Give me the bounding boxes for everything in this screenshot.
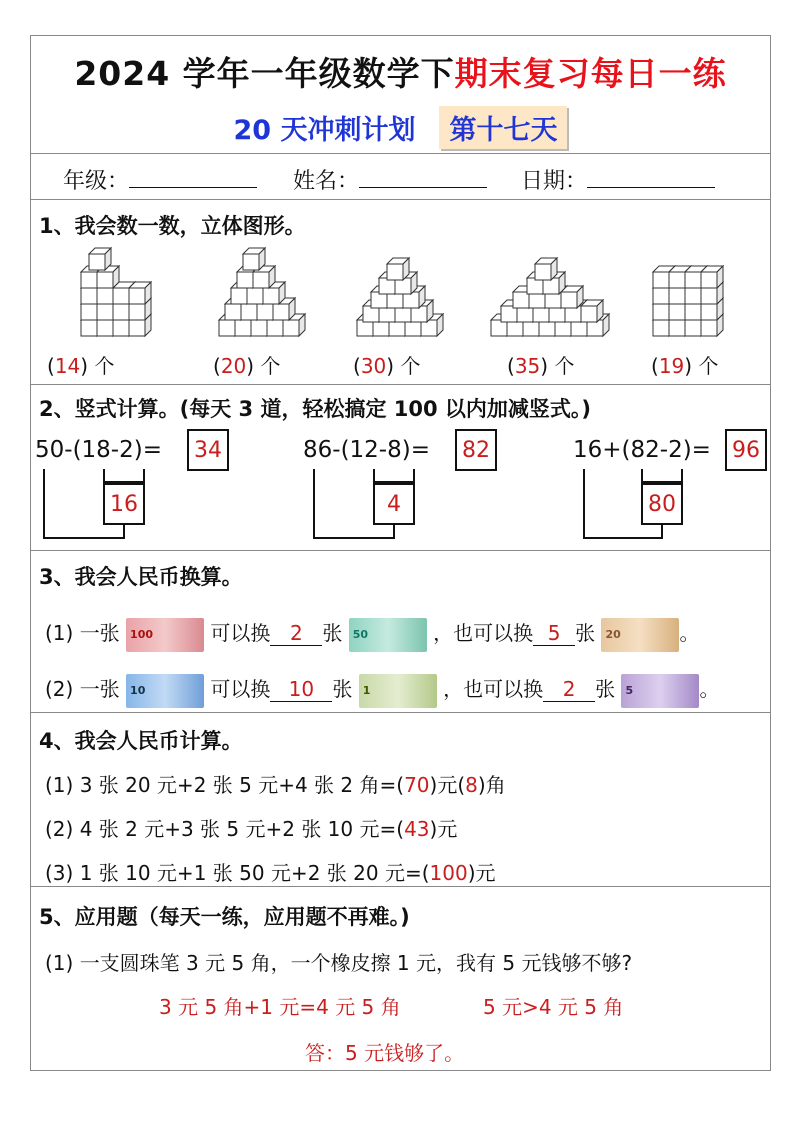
exchange-text: ，也可以换	[433, 621, 534, 645]
day-badge: 第十七天	[439, 106, 567, 149]
cube-figure-1	[81, 248, 151, 336]
section-1	[31, 200, 770, 385]
unit-label: 张	[575, 621, 596, 645]
unit-label: 个	[698, 354, 719, 378]
unit-label: 个	[260, 354, 281, 378]
expression-1: 50-(18-2)=	[35, 437, 162, 463]
bracket-line	[103, 481, 145, 483]
word-problem: (1) 一支圆珠笔 3 元 5 角，一个橡皮擦 1 元，我有 5 元钱够不够?	[45, 951, 633, 975]
note-value: 5	[625, 683, 634, 697]
answer-yuan[interactable]: 70	[404, 773, 430, 797]
name-label: 姓名：	[293, 169, 360, 194]
money-question-3	[45, 857, 496, 886]
cube-figure-4	[491, 258, 609, 336]
title-main: 2024 学年一年级数学下	[74, 54, 455, 93]
exchange-text: 可以换	[210, 621, 271, 645]
exchange-answer-1[interactable]: 2	[270, 621, 322, 646]
unit-label: 张	[595, 677, 616, 701]
s1-answer-1: (14) 个	[47, 354, 115, 378]
section-5	[31, 887, 770, 1072]
banknote-5-icon	[621, 674, 699, 708]
date-blank[interactable]	[587, 162, 715, 188]
s1-answer-value[interactable]: 30	[360, 354, 387, 378]
exchange-question-2	[45, 673, 719, 708]
result-box-3[interactable]: 96	[725, 429, 767, 471]
exchange-text: 可以换	[210, 677, 271, 701]
bracket-line	[143, 469, 145, 483]
section-5-title: 5、应用题（每天一练，应用题不再难。)	[39, 905, 410, 929]
banknote-100-icon	[126, 618, 204, 652]
cube-figure-3	[357, 258, 443, 336]
bracket-line	[43, 537, 123, 539]
inner-box-1[interactable]: 16	[103, 483, 145, 525]
bracket-line	[313, 469, 315, 539]
plan-label: 20 天冲刺计划	[233, 115, 416, 146]
worksheet	[30, 35, 771, 1071]
result-box-1[interactable]: 34	[187, 429, 229, 471]
exchange-answer-2[interactable]: 2	[543, 677, 595, 702]
title-highlight: 期末复习每日一练	[454, 54, 727, 93]
cube-figure-2	[219, 248, 305, 336]
expression-3: 16+(82-2)=	[573, 437, 711, 463]
s1-answer-3: (30) 个	[353, 354, 421, 378]
question-text: )元(	[429, 773, 466, 797]
final-answer: 答：5 元钱够了。	[305, 1041, 465, 1065]
bracket-line	[393, 525, 395, 539]
inner-box-3[interactable]: 80	[641, 483, 683, 525]
money-question-2	[45, 813, 457, 842]
note-value: 50	[352, 627, 369, 641]
question-text: (1) 3 张 20 元+2 张 5 元+4 张 2 角=(	[45, 773, 405, 797]
section-1-title: 1、我会数一数，立体图形。	[39, 214, 306, 238]
exchange-text: ，也可以换	[443, 677, 544, 701]
bracket-line	[373, 481, 415, 483]
question-text: )元	[467, 861, 496, 885]
bracket-line	[681, 469, 683, 483]
note-value: 20	[605, 627, 621, 641]
question-text: (2) 4 张 2 元+3 张 5 元+2 张 10 元=(	[45, 817, 405, 841]
s1-answer-4: (35) 个	[507, 354, 575, 378]
bracket-line	[413, 469, 415, 483]
exchange-answer-1[interactable]: 10	[270, 677, 332, 702]
section-3	[31, 551, 770, 713]
bracket-line	[661, 525, 663, 539]
cube-figure-5	[653, 266, 723, 336]
s1-answer-value[interactable]: 20	[220, 354, 247, 378]
section-4-title: 4、我会人民币计算。	[39, 729, 243, 753]
bracket-line	[641, 481, 683, 483]
note-value: 100	[130, 627, 154, 641]
subtitle	[31, 106, 770, 149]
bracket-line	[313, 537, 393, 539]
section-2	[31, 385, 770, 551]
work-step-2: 5 元>4 元 5 角	[483, 995, 624, 1019]
q-number: (2) 一张	[45, 677, 120, 701]
s1-answer-value[interactable]: 35	[514, 354, 541, 378]
money-question-1	[45, 769, 506, 798]
note-value: 10	[130, 683, 146, 697]
s1-answer-5: (19) 个	[651, 354, 719, 378]
exchange-answer-2[interactable]: 5	[533, 621, 575, 646]
date-label: 日期：	[521, 169, 588, 194]
section-4	[31, 713, 770, 887]
inner-box-2[interactable]: 4	[373, 483, 415, 525]
section-3-title: 3、我会人民币换算。	[39, 565, 243, 589]
bracket-line	[43, 469, 45, 539]
banknote-10-icon	[126, 674, 204, 708]
bracket-line	[583, 537, 663, 539]
grade-blank[interactable]	[129, 162, 257, 188]
banknote-1-icon	[359, 674, 437, 708]
q-number: (1) 一张	[45, 621, 120, 645]
answer-yuan[interactable]: 100	[429, 861, 468, 885]
answer-yuan[interactable]: 43	[404, 817, 430, 841]
grade-field	[63, 162, 257, 195]
period: 。	[679, 621, 700, 645]
name-field	[293, 162, 487, 195]
unit-label: 个	[400, 354, 421, 378]
unit-label: 张	[322, 621, 343, 645]
question-text: (3) 1 张 10 元+1 张 50 元+2 张 20 元=(	[45, 861, 430, 885]
question-text: )元	[429, 817, 458, 841]
result-box-2[interactable]: 82	[455, 429, 497, 471]
banknote-50-icon	[349, 618, 427, 652]
cube-figures	[31, 240, 772, 340]
s1-answer-value[interactable]: 19	[658, 354, 685, 378]
question-text: )角	[477, 773, 506, 797]
grade-label: 年级：	[63, 169, 130, 194]
section-2-title: 2、竖式计算。(每天 3 道，轻松搞定 100 以内加减竖式。)	[39, 397, 591, 421]
note-value: 1	[362, 683, 371, 697]
s1-answer-2: (20) 个	[213, 354, 281, 378]
exchange-question-1	[45, 617, 699, 652]
bracket-line	[123, 525, 125, 539]
unit-label: 个	[94, 354, 115, 378]
work-step-1: 3 元 5 角+1 元=4 元 5 角	[159, 995, 401, 1019]
name-blank[interactable]	[359, 162, 487, 188]
date-field	[521, 162, 715, 195]
period: 。	[699, 677, 720, 701]
answer-jiao[interactable]: 8	[465, 773, 478, 797]
s1-answer-value[interactable]: 14	[54, 354, 81, 378]
banknote-20-icon	[601, 618, 679, 652]
header-block	[31, 36, 770, 154]
bracket-line	[583, 469, 585, 539]
expression-2: 86-(12-8)=	[303, 437, 430, 463]
page-title	[31, 48, 770, 95]
info-row	[31, 154, 770, 200]
unit-label: 个	[554, 354, 575, 378]
unit-label: 张	[332, 677, 353, 701]
